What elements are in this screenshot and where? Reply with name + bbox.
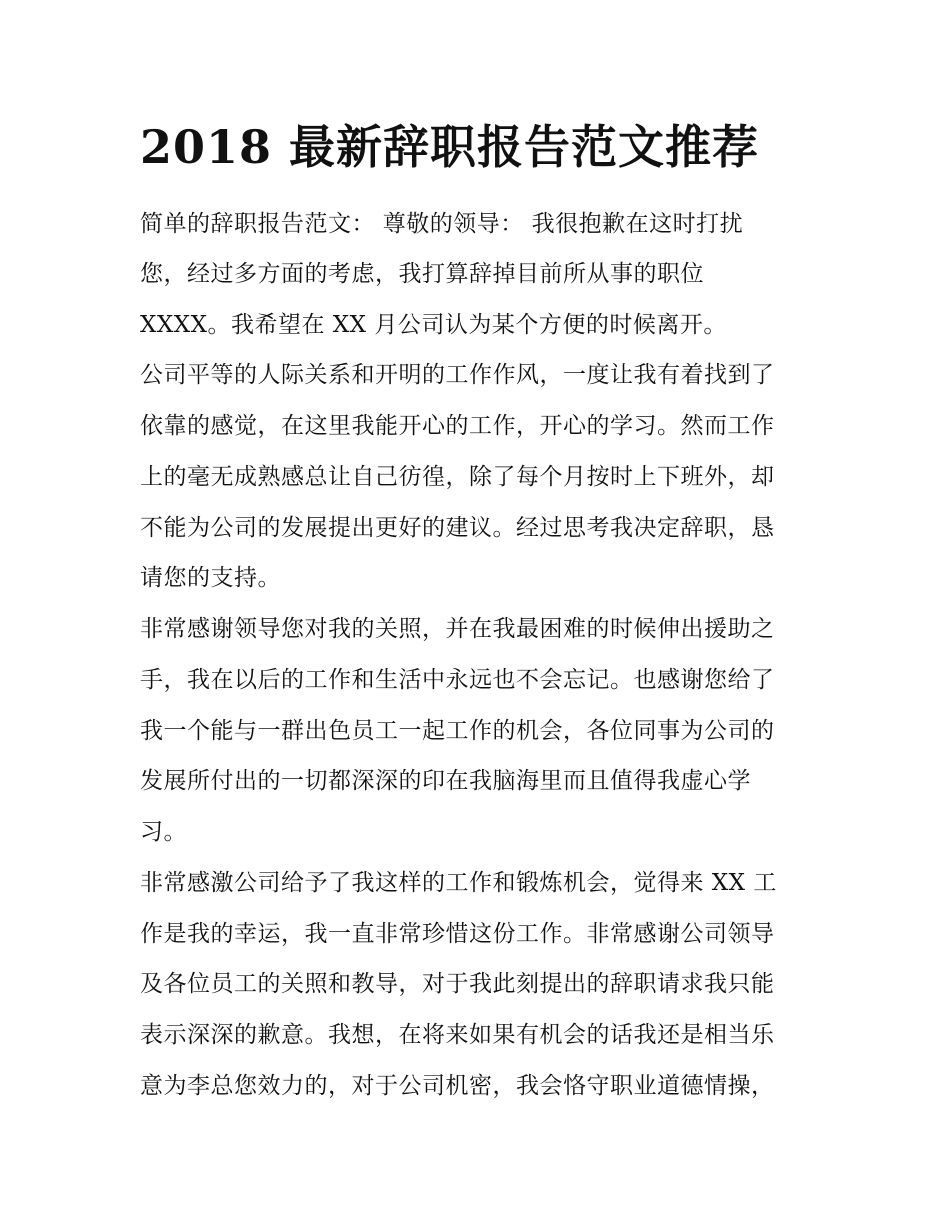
text-line: 不能为公司的发展提出更好的建议。经过思考我决定辞职，恳 xyxy=(140,515,775,541)
text-line: XXXX。我希望在 XX 月公司认为某个方便的时候离开。 xyxy=(140,312,727,338)
text-line: 及各位员工的关照和教导，对于我此刻提出的辞职请求我只能 xyxy=(140,971,775,997)
text-line: 意为李总您效力的，对于公司机密，我会恪守职业道德情操， xyxy=(140,1073,775,1099)
text-line: 发展所付出的一切都深深的印在我脑海里而且值得我虚心学 xyxy=(140,768,751,794)
text-line: 我一个能与一群出色员工一起工作的机会，各位同事为公司的 xyxy=(140,718,775,744)
text-line: 表示深深的歉意。我想，在将来如果有机会的话我还是相当乐 xyxy=(140,1022,775,1048)
text-line: 非常感谢领导您对我的关照，并在我最困难的时候伸出援助之 xyxy=(140,616,775,642)
text-line: 习。 xyxy=(140,819,187,845)
text-line: 非常感激公司给予了我这样的工作和锻炼机会，觉得来 XX 工 xyxy=(140,870,777,896)
text-line: 简单的辞职报告范文： 尊敬的领导： 我很抱歉在这时打扰 xyxy=(140,211,744,237)
text-line: 手，我在以后的工作和生活中永远也不会忘记。也感谢您给了 xyxy=(140,667,775,693)
text-line: 您，经过多方面的考虑，我打算辞掉目前所从事的职位 xyxy=(140,261,704,287)
document-title: 2018 最新辞职报告范文推荐 xyxy=(140,120,760,174)
text-line: 请您的支持。 xyxy=(140,565,281,591)
text-line: 上的毫无成熟感总让自己彷徨，除了每个月按时上下班外，却 xyxy=(140,464,775,490)
text-line: 作是我的幸运，我一直非常珍惜这份工作。非常感谢公司领导 xyxy=(140,921,775,947)
text-line: 公司平等的人际关系和开明的工作作风，一度让我有着找到了 xyxy=(140,362,775,388)
text-line: 依靠的感觉，在这里我能开心的工作，开心的学习。然而工作 xyxy=(140,413,775,439)
